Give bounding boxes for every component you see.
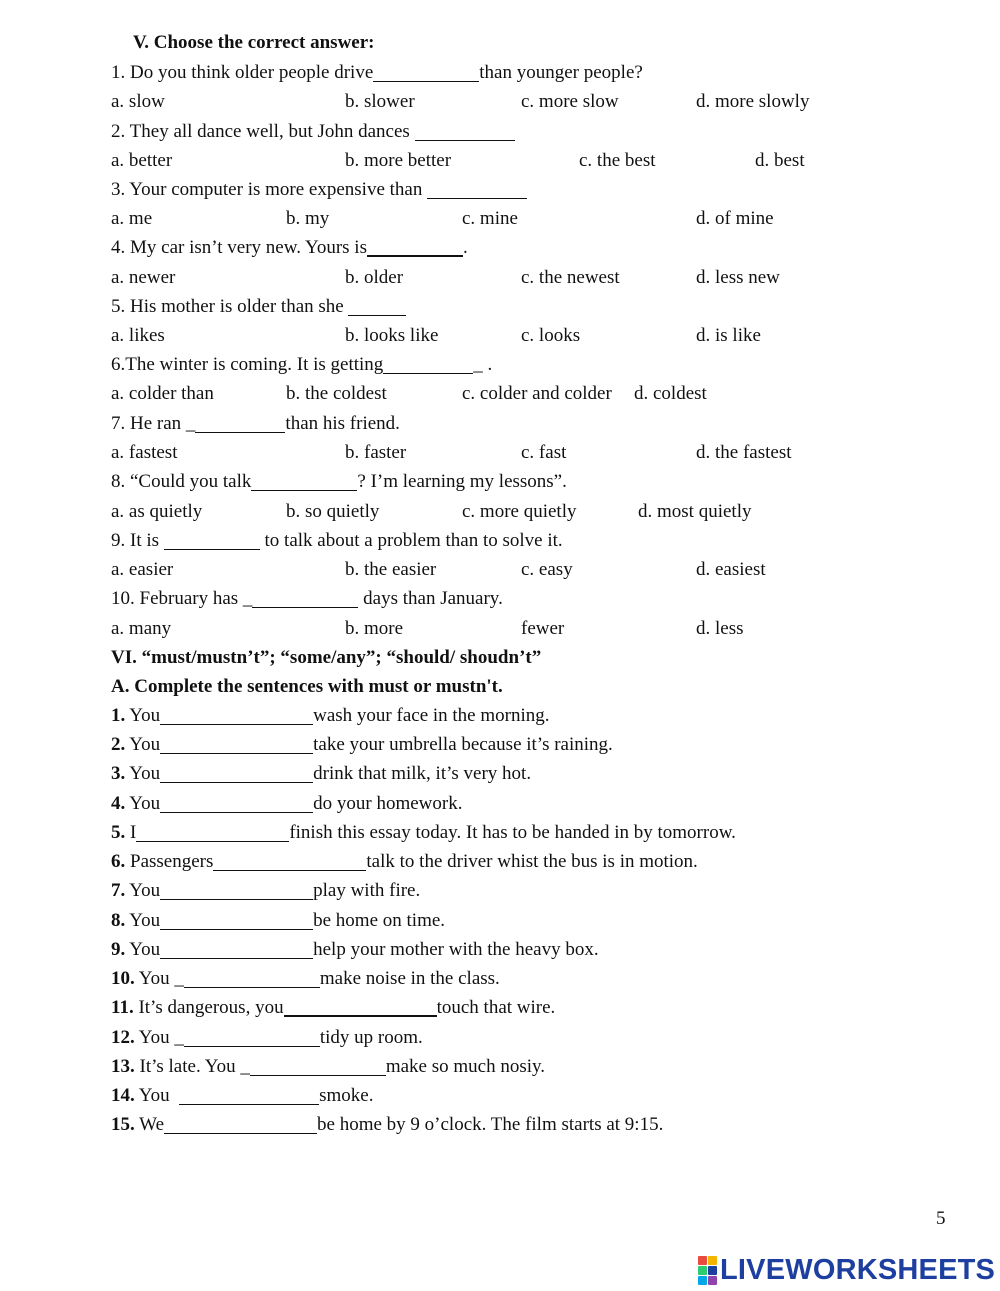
item-text-after: wash your face in the morning. (313, 705, 550, 726)
question-text: 6.The winter is coming. It is getting (111, 354, 384, 375)
must-item-11 (111, 993, 555, 1022)
item-text: I (125, 822, 137, 843)
option-b[interactable]: b. looks like (345, 325, 439, 346)
answer-blank[interactable] (427, 178, 527, 199)
answer-blank[interactable] (184, 1026, 320, 1047)
item-text-after: tidy up room. (319, 1027, 423, 1048)
item-text: Passengers (125, 851, 214, 872)
item-text-after: talk to the driver whist the bus is in motion. (366, 851, 698, 872)
option-d[interactable]: d. the fastest (696, 442, 792, 463)
item-text-after: be home by 9 o’clock. The film starts at 9:15. (317, 1114, 664, 1135)
item-text-after: finish this essay today. It has to be handed in by tomorrow. (289, 822, 736, 843)
option-a[interactable]: a. newer (111, 267, 176, 288)
option-d[interactable]: d. less new (696, 267, 780, 288)
option-a[interactable]: a. many (111, 618, 172, 639)
question-text-after: ? I’m learning my lessons”. (357, 471, 567, 492)
must-item-5 (111, 818, 736, 847)
item-number: 14. (111, 1085, 135, 1106)
must-item-9 (111, 935, 599, 964)
item-text: We (134, 1114, 165, 1135)
option-c[interactable]: c. the best (579, 150, 656, 171)
item-text: You (125, 705, 161, 726)
item-text: It’s late. You _ (134, 1056, 250, 1077)
answer-blank[interactable] (136, 821, 289, 842)
must-item-10 (111, 964, 500, 993)
question-5 (111, 292, 406, 321)
answer-blank[interactable] (415, 120, 515, 141)
must-item-4 (111, 789, 462, 818)
answer-blank[interactable] (160, 762, 313, 783)
option-c[interactable]: c. colder and colder (462, 383, 612, 404)
section-6-title: VI. “must/mustn’t”; “some/any”; “should/ shoudn’t” (111, 647, 542, 668)
item-text-after: help your mother with the heavy box. (313, 939, 599, 960)
option-a[interactable]: a. likes (111, 325, 165, 346)
item-number: 7. (111, 880, 126, 901)
item-text: You (125, 734, 161, 755)
answer-blank[interactable] (164, 529, 260, 550)
item-text-after: make so much nosiy. (385, 1056, 546, 1077)
option-d[interactable]: d. is like (696, 325, 761, 346)
question-text: 4. My car isn’t very new. Yours is (111, 237, 367, 258)
item-text: You (134, 1085, 180, 1106)
item-number: 13. (111, 1056, 135, 1077)
option-b[interactable]: b. more better (345, 150, 452, 171)
must-item-3 (111, 759, 531, 788)
question-text: 1. Do you think older people drive (111, 62, 374, 83)
question-9 (111, 526, 563, 555)
item-text-after: be home on time. (313, 910, 446, 931)
item-number: 2. (111, 734, 126, 755)
item-number: 11. (111, 997, 134, 1018)
question-2 (111, 117, 515, 146)
option-c[interactable]: c. more quietly (462, 501, 577, 522)
item-text-after: do your homework. (313, 793, 463, 814)
option-c[interactable]: c. easy (521, 559, 573, 580)
option-b[interactable]: b. the coldest (286, 383, 387, 404)
item-text-after: take your umbrella because it’s raining. (313, 734, 613, 755)
answer-blank[interactable] (160, 938, 313, 959)
must-item-13 (111, 1052, 545, 1081)
question-10 (111, 584, 503, 613)
item-number: 9. (111, 939, 126, 960)
question-text: 9. It is (111, 530, 164, 551)
question-text-after: . (462, 237, 468, 258)
option-a[interactable]: a. fastest (111, 442, 178, 463)
option-a[interactable]: a. colder than (111, 383, 214, 404)
answer-blank[interactable] (160, 792, 313, 813)
option-a[interactable]: a. me (111, 208, 153, 229)
answer-blank[interactable] (252, 587, 358, 608)
item-number: 6. (111, 851, 126, 872)
option-b[interactable]: b. the easier (345, 559, 437, 580)
item-number: 4. (111, 793, 126, 814)
answer-blank[interactable] (160, 909, 313, 930)
question-1 (111, 58, 643, 87)
question-text: 10. February has _ (111, 588, 253, 609)
page-number: 5 (936, 1208, 946, 1229)
question-text-after: _ . (473, 354, 493, 375)
question-text-after: than younger people? (479, 62, 643, 83)
option-d[interactable]: d. less (696, 618, 744, 639)
option-c[interactable]: c. mine (462, 208, 518, 229)
question-text-after: than his friend. (285, 413, 400, 434)
item-text-after: play with fire. (313, 880, 421, 901)
option-a[interactable]: a. as quietly (111, 501, 203, 522)
option-c[interactable]: c. looks (521, 325, 581, 346)
question-7 (111, 409, 400, 438)
option-b[interactable]: b. older (345, 267, 404, 288)
item-number: 3. (111, 763, 126, 784)
item-text: You _ (134, 968, 184, 989)
item-text-after: make noise in the class. (319, 968, 500, 989)
option-a[interactable]: a. better (111, 150, 173, 171)
answer-blank[interactable] (250, 1055, 386, 1076)
must-item-6 (111, 847, 698, 876)
option-d[interactable]: d. most quietly (638, 501, 752, 522)
question-text-after: to talk about a problem than to solve it. (259, 530, 563, 551)
option-d[interactable]: d. coldest (634, 383, 707, 404)
item-text: It’s dangerous, you (133, 997, 284, 1018)
answer-blank[interactable] (179, 1084, 319, 1105)
item-text: You (125, 910, 161, 931)
question-text: 2. They all dance well, but John dances (111, 121, 415, 142)
item-number: 12. (111, 1027, 135, 1048)
question-3 (111, 175, 527, 204)
option-b[interactable]: b. so quietly (286, 501, 380, 522)
must-item-2 (111, 730, 613, 759)
option-c[interactable]: c. more slow (521, 91, 619, 112)
answer-blank[interactable] (164, 1113, 317, 1134)
option-a[interactable]: a. easier (111, 559, 174, 580)
option-c[interactable]: fewer (521, 618, 565, 639)
option-d[interactable]: d. easiest (696, 559, 766, 580)
item-text: You (125, 763, 161, 784)
logo-grid-icon (698, 1256, 717, 1285)
answer-blank[interactable] (184, 967, 320, 988)
must-item-12 (111, 1023, 423, 1052)
item-number: 15. (111, 1114, 135, 1135)
question-text: 7. He ran _ (111, 413, 196, 434)
option-d[interactable]: d. more slowly (696, 91, 810, 112)
item-text: You (125, 880, 161, 901)
item-number: 5. (111, 822, 126, 843)
option-b[interactable]: b. my (286, 208, 330, 229)
answer-blank[interactable] (160, 879, 313, 900)
section-6a-subtitle: A. Complete the sentences with must or mustn't. (111, 676, 503, 697)
logo-text: LIVEWORKSHEETS (720, 1253, 996, 1286)
question-4 (111, 233, 468, 262)
option-c[interactable]: c. fast (521, 442, 567, 463)
answer-blank[interactable] (160, 733, 313, 754)
answer-blank[interactable] (367, 235, 463, 257)
question-6 (111, 350, 492, 379)
must-item-14 (111, 1081, 373, 1110)
option-b[interactable]: b. slower (345, 91, 415, 112)
item-text: You (125, 939, 161, 960)
item-text-after: touch that wire. (436, 997, 556, 1018)
question-8 (111, 467, 567, 496)
option-d[interactable]: d. best (755, 150, 805, 171)
answer-blank[interactable] (160, 704, 313, 725)
liveworksheets-logo (698, 1253, 995, 1287)
answer-blank[interactable] (348, 295, 406, 316)
item-text-after: smoke. (319, 1085, 374, 1106)
item-number: 10. (111, 968, 135, 989)
answer-blank[interactable] (373, 61, 479, 82)
option-c[interactable]: c. the newest (521, 267, 620, 288)
question-text: 3. Your computer is more expensive than (111, 179, 428, 200)
answer-blank[interactable] (195, 412, 285, 433)
answer-blank[interactable] (251, 470, 357, 491)
option-b[interactable]: b. more (345, 618, 404, 639)
item-text: You (125, 793, 161, 814)
item-text: You _ (134, 1027, 184, 1048)
section-5-title: V. Choose the correct answer: (133, 32, 375, 53)
must-item-8 (111, 906, 445, 935)
question-text: 5. His mother is older than she (111, 296, 349, 317)
option-b[interactable]: b. faster (345, 442, 407, 463)
must-item-15 (111, 1110, 663, 1139)
answer-blank[interactable] (284, 995, 437, 1017)
question-text: 8. “Could you talk (111, 471, 252, 492)
must-item-1 (111, 701, 550, 730)
option-d[interactable]: d. of mine (696, 208, 774, 229)
item-number: 8. (111, 910, 126, 931)
answer-blank[interactable] (213, 850, 366, 871)
item-text-after: drink that milk, it’s very hot. (313, 763, 532, 784)
answer-blank[interactable] (383, 353, 473, 374)
option-a[interactable]: a. slow (111, 91, 165, 112)
item-number: 1. (111, 705, 126, 726)
must-item-7 (111, 876, 420, 905)
question-text-after: days than January. (358, 588, 503, 609)
